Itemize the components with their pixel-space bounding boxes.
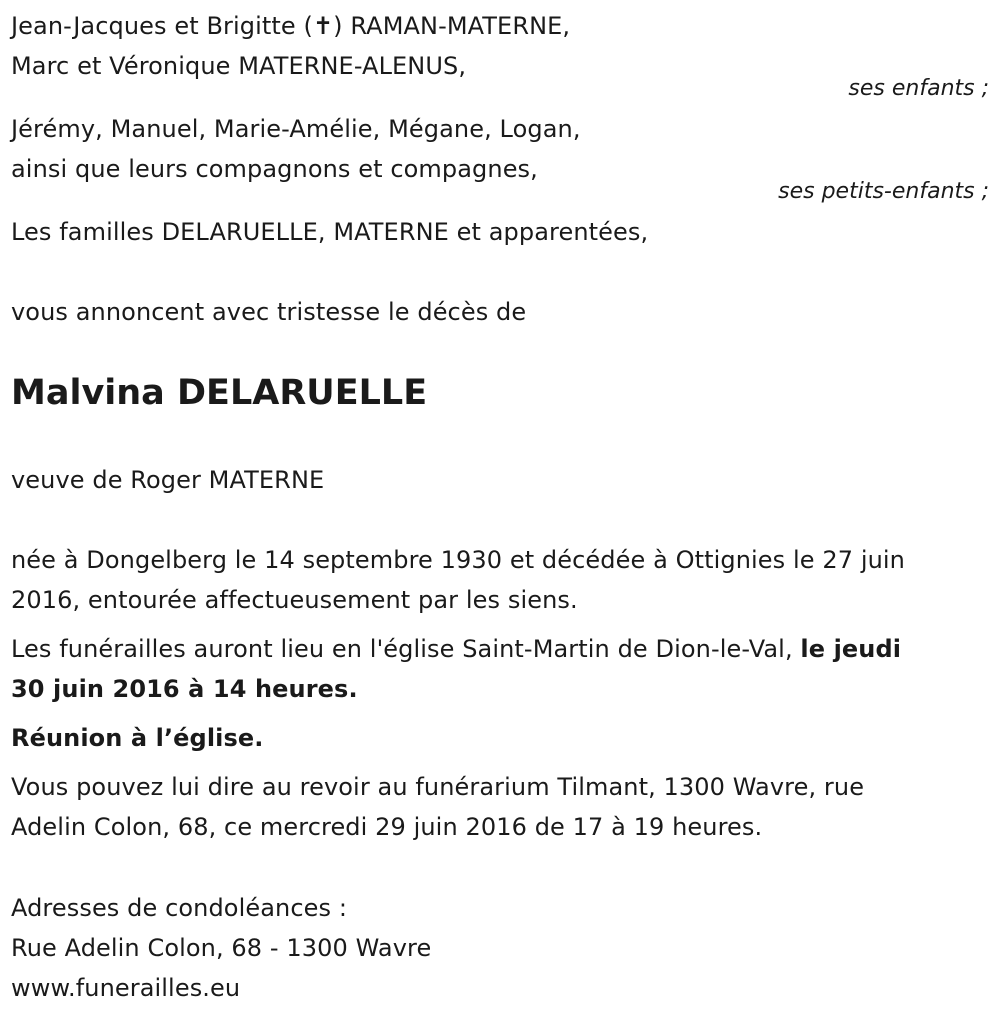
funeral-line-1 (11, 629, 901, 669)
children-line-1: Jean-Jacques et Brigitte (✝) RAMAN-MATERNE, (11, 12, 571, 40)
meeting-line: Réunion à l’église. (11, 724, 264, 752)
funeral-date-time: 30 juin 2016 à 14 heures. (11, 675, 358, 703)
birth-death-line-1: née à Dongelberg le 14 septembre 1930 et décédée à Ottignies le 27 juin (11, 546, 905, 574)
birth-death-line-2: 2016, entourée affectueusement par les siens. (11, 586, 578, 614)
announcement-line: vous annoncent avec tristesse le décès de (11, 298, 527, 326)
grandchildren-role: ses petits-enfants ; (778, 179, 989, 204)
funeral-day-text: le jeudi (800, 635, 902, 663)
grandchildren-line-1: Jérémy, Manuel, Marie-Amélie, Mégane, Logan, (11, 115, 581, 143)
children-role: ses enfants ; (848, 76, 989, 101)
condolences-address: Rue Adelin Colon, 68 - 1300 Wavre (11, 934, 432, 962)
condolences-website[interactable]: www.funerailles.eu (11, 974, 241, 1002)
funeral-location-text: Les funérailles auront lieu en l'église Saint-Martin de Dion-le-Val, (11, 635, 801, 663)
widow-of-line: veuve de Roger MATERNE (11, 466, 325, 494)
children-line-2: Marc et Véronique MATERNE-ALENUS, (11, 52, 467, 80)
visitation-line-1: Vous pouvez lui dire au revoir au funérarium Tilmant, 1300 Wavre, rue (11, 773, 865, 801)
condolences-heading: Adresses de condoléances : (11, 894, 348, 922)
families-line: Les familles DELARUELLE, MATERNE et apparentées, (11, 218, 649, 246)
grandchildren-line-2: ainsi que leurs compagnons et compagnes, (11, 155, 538, 183)
visitation-line-2: Adelin Colon, 68, ce mercredi 29 juin 2016 de 17 à 19 heures. (11, 813, 763, 841)
deceased-name: Malvina DELARUELLE (11, 373, 428, 413)
